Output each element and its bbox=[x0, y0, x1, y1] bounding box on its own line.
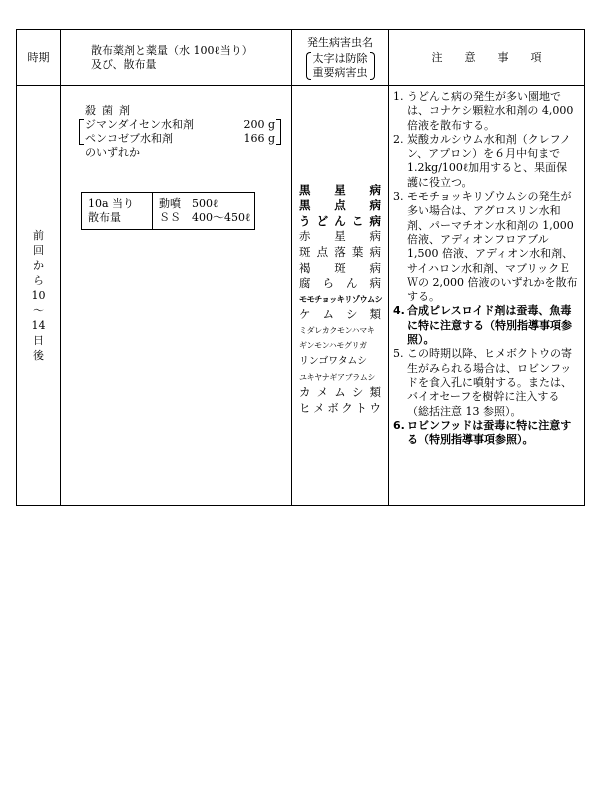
product-row bbox=[85, 118, 275, 132]
note-item bbox=[393, 133, 578, 190]
period-char: 14 bbox=[31, 319, 46, 332]
pests-cell bbox=[292, 86, 389, 506]
product-name: ジマンダイセン水和剤 bbox=[85, 118, 195, 131]
period-vertical-text bbox=[32, 228, 46, 363]
period-char: 前 bbox=[33, 229, 44, 242]
pest-item: モモチョッキリゾウムシ bbox=[299, 293, 383, 304]
period-char: 後 bbox=[33, 349, 44, 362]
note-item bbox=[393, 190, 578, 304]
note-text: 合成ピレスロイド剤は蚕毒、魚毒に特に注意する（特別指導事項参照）。 bbox=[407, 304, 572, 347]
note-number: 6. bbox=[393, 418, 405, 432]
header-pest-sub1: 太字は防除 bbox=[312, 51, 368, 65]
pest-item: ユキヤナギアブラムシ bbox=[299, 372, 375, 382]
spray-label-line1: 10a 当り bbox=[88, 197, 135, 210]
note-number: 3. bbox=[393, 190, 404, 204]
product-bracket bbox=[79, 118, 281, 146]
note-text: この時期以降、ヒメボクトウの寄生がみられる場合は、ロビンフッドを食入孔に噴射する。または、バイオセーフを樹幹に注入する（総括注意 13 参照）。 bbox=[407, 347, 572, 418]
pest-item: ミダレカクモンハマキ bbox=[299, 325, 375, 335]
pest-item: 黒 点 病 bbox=[299, 198, 381, 213]
notes-cell bbox=[389, 86, 585, 506]
pest-item: カ メ ム シ 類 bbox=[299, 385, 381, 400]
product-row bbox=[85, 132, 275, 146]
spray-amount-box bbox=[81, 192, 255, 230]
period-char: 回 bbox=[33, 244, 44, 257]
pest-item: ギンモンハモグリガ bbox=[299, 341, 367, 351]
header-chem-line2: 及び、散布量 bbox=[91, 57, 157, 71]
period-char: ら bbox=[33, 274, 44, 287]
header-pest-line1: 発生病害虫名 bbox=[307, 35, 373, 49]
pest-item: 褐 斑 病 bbox=[299, 260, 381, 275]
choose-text: のいずれか bbox=[85, 146, 140, 159]
period-char: 日 bbox=[33, 334, 44, 347]
header-pest-note bbox=[306, 52, 375, 80]
pest-list bbox=[299, 183, 381, 417]
chemicals-cell bbox=[61, 86, 292, 506]
header-chem-line1: 散布薬剤と薬量（水 100ℓ当り） bbox=[91, 43, 253, 57]
period-char: 〜 bbox=[33, 304, 44, 317]
body-row bbox=[17, 86, 585, 506]
header-row bbox=[17, 30, 585, 86]
period-char: 10 bbox=[31, 289, 46, 302]
note-item bbox=[393, 90, 578, 133]
header-notes: 注意事項 bbox=[389, 30, 585, 86]
note-item bbox=[393, 419, 578, 448]
note-item bbox=[393, 347, 578, 418]
product-amount: 166 g bbox=[243, 132, 275, 145]
product-name: ペンコゼブ水和剤 bbox=[85, 132, 173, 145]
product-amount: 200 g bbox=[243, 118, 275, 131]
note-text: 炭酸カルシウム水和剤（クレフノン、アプロン）を６月中旬まで 1.2kg/100ℓ加用すると、果面保護に役立つ。 bbox=[407, 132, 571, 189]
spray-schedule-table bbox=[16, 29, 585, 506]
pest-item: 斑 点 落 葉 病 bbox=[299, 244, 381, 259]
note-number: 1. bbox=[393, 90, 404, 103]
period-cell bbox=[17, 86, 61, 506]
pest-item: ケ ム シ 類 bbox=[299, 307, 381, 322]
pest-item: 赤 星 病 bbox=[299, 229, 381, 244]
pest-item: う ど ん こ 病 bbox=[299, 213, 381, 228]
spray-schedule-document bbox=[16, 29, 584, 506]
header-chemicals bbox=[61, 30, 292, 86]
spray-value-line2: ＳＳ 400〜450ℓ bbox=[159, 211, 251, 224]
note-text: うどんこ病の発生が多い園地では、コナケシ顆粒水和剤の 4,000 倍液を散布する。 bbox=[407, 90, 574, 132]
note-number: 5. bbox=[393, 347, 404, 361]
period-char: か bbox=[33, 259, 44, 272]
header-pest-sub2: 重要病害虫 bbox=[312, 65, 368, 79]
pest-item: ヒ メ ボ ク ト ウ bbox=[299, 400, 381, 415]
notes-list bbox=[393, 90, 578, 447]
spray-label-line2: 散布量 bbox=[88, 211, 121, 224]
note-text: モモチョッキリゾウムシの発生が多い場合は、アグロスリン水和剤、パーマチオン水和剤の 1,000 倍液、アディオンフロアブル 1,500 倍液、アディオン水和剤、サイハロン水和剤、マブリックＥＷの 2,000 倍液のいずれかを散布する。 bbox=[407, 190, 578, 304]
spray-amount-values bbox=[153, 193, 250, 229]
pest-item: 黒 星 病 bbox=[299, 182, 381, 197]
note-number: 4. bbox=[393, 304, 405, 318]
chem-heading: 殺菌剤 bbox=[85, 104, 136, 117]
spray-value-line1: 動噴 500ℓ bbox=[159, 197, 219, 210]
spray-amount-label bbox=[82, 193, 153, 229]
header-period: 時期 bbox=[17, 30, 61, 86]
header-pests bbox=[292, 30, 389, 86]
pest-item: リンゴワタムシ bbox=[299, 356, 367, 368]
note-item bbox=[393, 304, 578, 347]
note-number: 2. bbox=[393, 132, 404, 146]
pest-item: 腐 ら ん 病 bbox=[299, 276, 381, 291]
note-text: ロビンフッドは蚕毒に特に注意する（特別指導事項参照）。 bbox=[407, 418, 572, 447]
